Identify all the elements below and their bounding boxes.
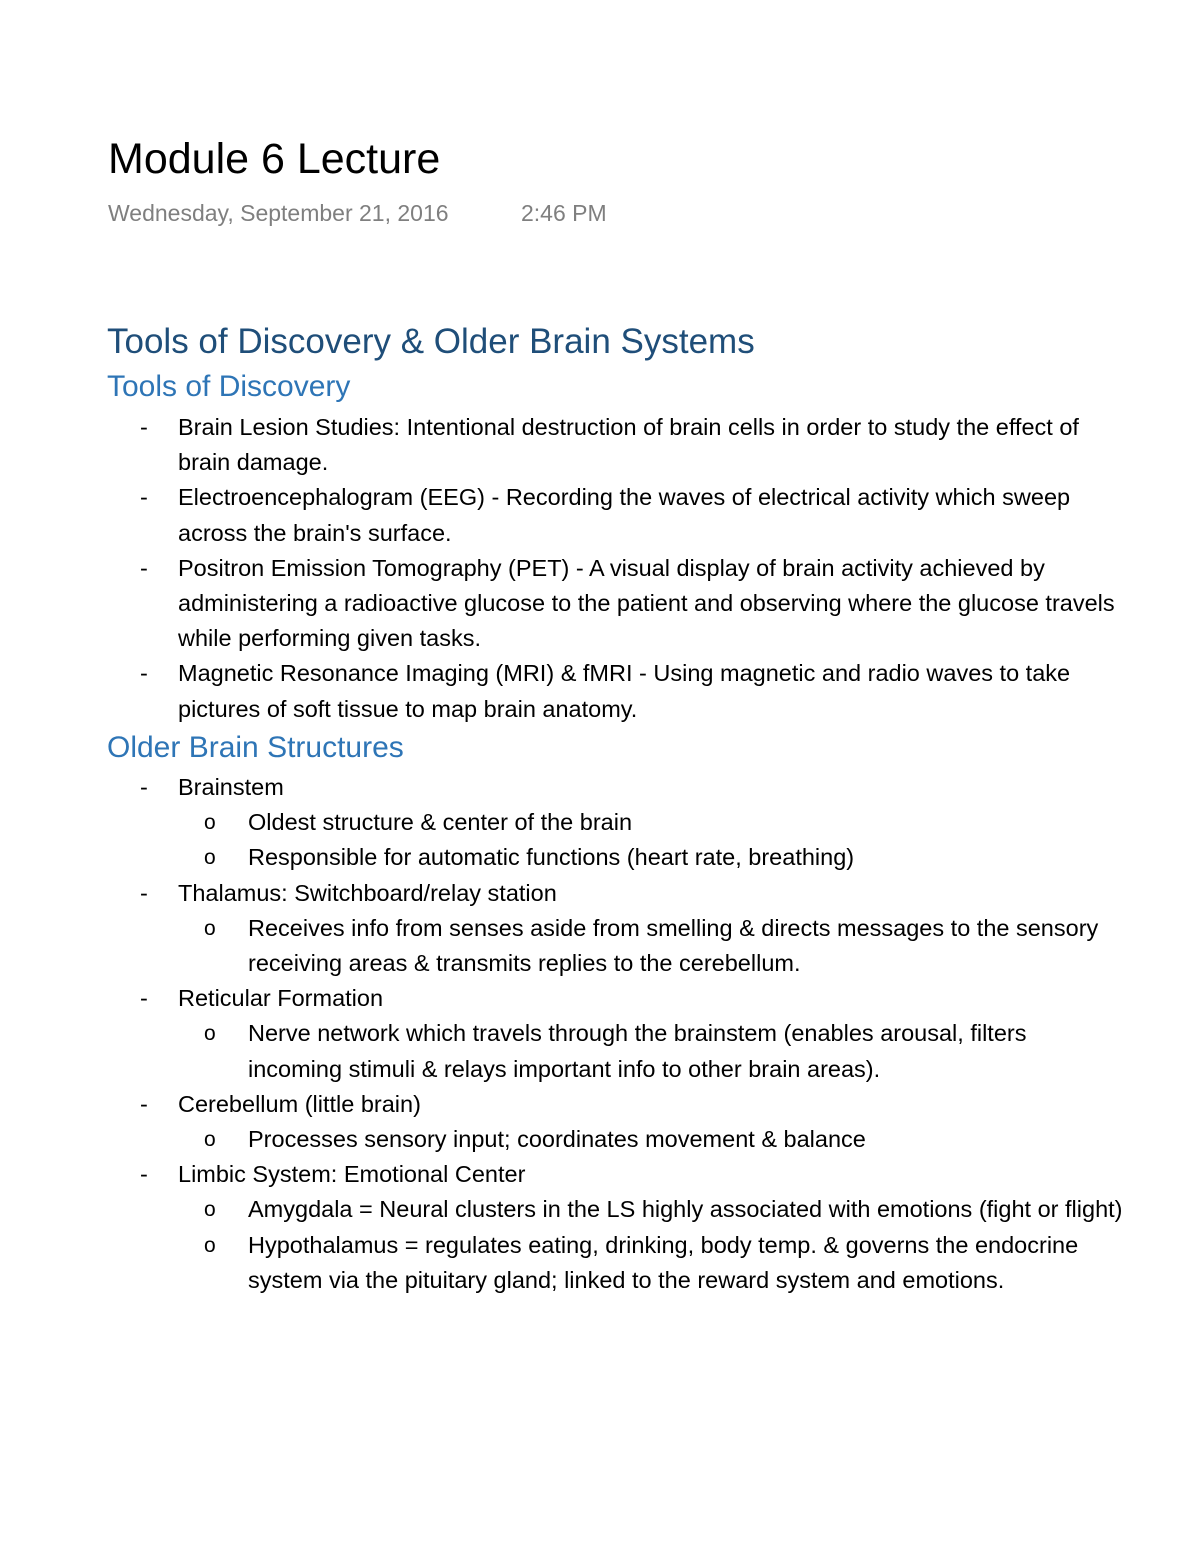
circle-bullet: o (204, 1198, 216, 1222)
tools-list (0, 410, 1200, 727)
circle-bullet: o (204, 1022, 216, 1046)
list-item (0, 981, 1200, 1016)
sub-list-item (0, 1228, 1200, 1298)
list-item-text: Cerebellum (little brain) (178, 1090, 421, 1117)
dash-bullet: - (140, 985, 148, 1012)
page-title: Module 6 Lecture (108, 135, 441, 183)
sub-list-item (0, 840, 1200, 875)
circle-bullet: o (204, 1233, 216, 1257)
dash-bullet: - (140, 484, 148, 511)
dash-bullet: - (140, 1161, 148, 1188)
list-item (0, 1157, 1200, 1192)
sub-list-item (0, 805, 1200, 840)
list-item (0, 770, 1200, 805)
note-time: 2:46 PM (521, 200, 607, 226)
dash-bullet: - (140, 774, 148, 800)
list-item-text: Brainstem (178, 774, 284, 800)
sub-list-item-text: Nerve network which travels through the brainstem (enables arousal, filters incoming stimuli & relays important info to other brain areas). (248, 1020, 1027, 1082)
sub-list-item (0, 1192, 1200, 1227)
list-item-text: Limbic System: Emotional Center (178, 1161, 526, 1188)
section-heading-tools: Tools of Discovery (107, 370, 351, 403)
list-item (0, 410, 1200, 480)
section-heading-older: Older Brain Structures (107, 731, 404, 764)
list-item-text: Reticular Formation (178, 985, 384, 1012)
note-date: Wednesday, September 21, 2016 (108, 200, 449, 226)
list-item-text: Brain Lesion Studies: Intentional destruction of brain cells in order to study the effect of brain damage. (178, 414, 1079, 476)
list-item (0, 480, 1200, 550)
list-item (0, 551, 1200, 657)
dash-bullet: - (140, 660, 148, 687)
sub-list-item-text: Hypothalamus = regulates eating, drinking, body temp. & governs the endocrine system via the pituitary gland; linked to the reward system and emotions. (248, 1231, 1079, 1293)
list-item (0, 876, 1200, 911)
main-heading: Tools of Discovery & Older Brain Systems (107, 322, 755, 361)
dash-bullet: - (140, 879, 148, 906)
circle-bullet: o (204, 846, 216, 870)
dash-bullet: - (140, 1090, 148, 1117)
sub-list-item-text: Receives info from senses aside from smelling & directs messages to the sensory receiving areas & transmits replies to the cerebellum. (248, 914, 1099, 977)
sub-list-item-text: Responsible for automatic functions (heart rate, breathing) (248, 844, 855, 871)
dash-bullet: - (140, 414, 148, 440)
circle-bullet: o (204, 916, 216, 940)
list-item-text: Electroencephalogram (EEG) - Recording the waves of electrical activity which sweep across the brain's surface. (178, 484, 1071, 546)
sub-list-item (0, 1016, 1200, 1086)
circle-bullet: o (204, 811, 216, 835)
dash-bullet: - (140, 554, 148, 581)
list-item-text: Positron Emission Tomography (PET) - A visual display of brain activity achieved by administering a radioactive glucose to the patient and observing where the glucose travels while performing given tasks. (178, 554, 1115, 652)
sub-list-item-text: Amygdala = Neural clusters in the LS highly associated with emotions (fight or flight) (248, 1196, 1123, 1223)
older-structures-list (0, 770, 1200, 1298)
list-item (0, 656, 1200, 726)
sub-list-item (0, 911, 1200, 981)
sub-list-item-text: Processes sensory input; coordinates movement & balance (248, 1126, 866, 1153)
list-item-text: Thalamus: Switchboard/relay station (178, 879, 557, 906)
sub-list-item-text: Oldest structure & center of the brain (248, 809, 633, 836)
list-item-text: Magnetic Resonance Imaging (MRI) & fMRI - Using magnetic and radio waves to take pictures of soft tissue to map brain anatomy. (178, 660, 1071, 722)
circle-bullet: o (204, 1128, 216, 1152)
list-item (0, 1087, 1200, 1122)
sub-list-item (0, 1122, 1200, 1157)
